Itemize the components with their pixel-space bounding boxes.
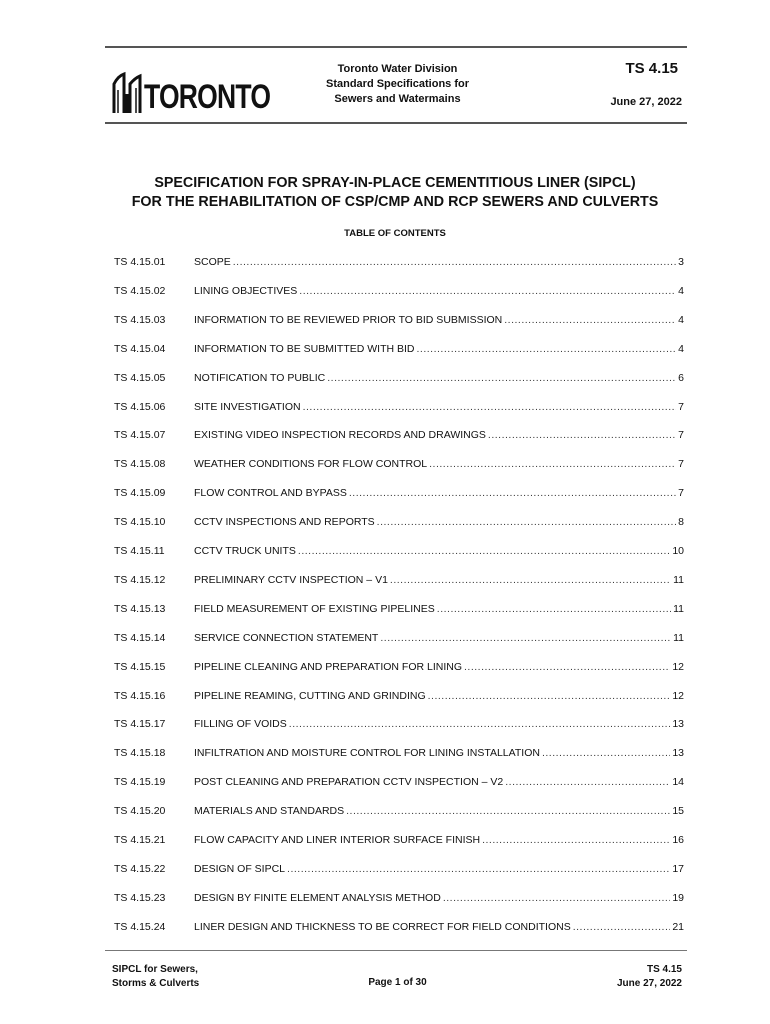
toc-section-number: TS 4.15.09 xyxy=(114,487,166,500)
toc-page-number: 11 xyxy=(673,573,684,586)
toc-section-title: POST CLEANING AND PREPARATION CCTV INSPECTION – V2 xyxy=(194,776,504,789)
toc-section-number: TS 4.15.01 xyxy=(114,256,166,268)
division-line: Sewers and Watermains xyxy=(334,93,461,105)
toc-entry[interactable] xyxy=(114,256,684,272)
toc-section-title: SERVICE CONNECTION STATEMENT xyxy=(194,631,379,644)
toc-leader-dots xyxy=(299,285,676,297)
toc-section-number: TS 4.15.05 xyxy=(114,371,166,384)
toc-page-number: 11 xyxy=(673,602,684,615)
toc-leader-dots xyxy=(390,574,671,586)
toc-section-title: LINER DESIGN AND THICKNESS TO BE CORRECT FOR FIELD CONDITIONS xyxy=(194,920,571,933)
toc-section-number: TS 4.15.11 xyxy=(114,545,165,557)
toc-section-title: FIELD MEASUREMENT OF EXISTING PIPELINES xyxy=(194,602,435,615)
toc-leader-dots xyxy=(377,516,676,528)
toc-section-title: SITE INVESTIGATION xyxy=(194,400,301,413)
toc-page-number: 7 xyxy=(678,458,684,471)
toc-entry[interactable] xyxy=(114,892,684,908)
toc-section-title: PIPELINE REAMING, CUTTING AND GRINDING xyxy=(194,689,426,702)
toc-section-title: INFORMATION TO BE SUBMITTED WITH BID xyxy=(194,342,415,355)
toc-section-title: DESIGN BY FINITE ELEMENT ANALYSIS METHOD xyxy=(194,891,441,904)
toc-entry[interactable] xyxy=(114,921,684,937)
footer-line: Storms & Culverts xyxy=(112,978,200,989)
footer-document-name xyxy=(112,963,199,991)
footer-line: June 27, 2022 xyxy=(616,978,682,989)
toc-leader-dots xyxy=(289,718,671,730)
toc-section-number: TS 4.15.22 xyxy=(114,862,166,875)
toc-leader-dots xyxy=(380,632,671,644)
toronto-logo xyxy=(112,70,306,114)
toc-section-number: TS 4.15.10 xyxy=(114,516,166,529)
toc-entry[interactable] xyxy=(114,747,684,763)
toc-section-title: INFORMATION TO BE REVIEWED PRIOR TO BID SUBMISSION xyxy=(194,313,503,326)
toc-section-number: TS 4.15.24 xyxy=(114,920,166,933)
toc-section-title: MATERIALS AND STANDARDS xyxy=(194,805,345,818)
title-line: FOR THE REHABILITATION OF CSP/CMP AND RCP SEWERS AND CULVERTS xyxy=(131,194,659,210)
logo-wordmark: TORONTO xyxy=(144,78,271,116)
toc-entry[interactable] xyxy=(114,776,684,792)
toc-entry[interactable] xyxy=(114,661,684,677)
toc-entry[interactable] xyxy=(114,690,684,706)
toc-page-number: 17 xyxy=(672,862,684,875)
toc-page-number: 11 xyxy=(673,631,684,644)
footer-rule xyxy=(105,950,687,951)
division-heading xyxy=(300,62,495,107)
toc-section-number: TS 4.15.04 xyxy=(114,342,166,355)
toc-leader-dots xyxy=(504,314,676,326)
toc-page-number: 10 xyxy=(672,545,684,557)
toc-page-number: 13 xyxy=(672,718,684,731)
header-bottom-rule xyxy=(105,122,687,124)
toc-entry[interactable] xyxy=(114,545,684,561)
city-hall-logo-icon xyxy=(112,70,142,114)
toc-page-number: 13 xyxy=(672,747,684,760)
toc-section-number: TS 4.15.20 xyxy=(114,805,166,818)
toc-leader-dots xyxy=(428,690,671,702)
toc-page-number: 3 xyxy=(678,256,684,268)
document-title xyxy=(95,174,695,212)
footer-line: SIPCL for Sewers, xyxy=(112,964,198,975)
toc-leader-dots xyxy=(542,747,670,759)
title-line: SPECIFICATION FOR SPRAY-IN-PLACE CEMENTITIOUS LINER (SIPCL) xyxy=(154,175,636,191)
toc-entry[interactable] xyxy=(114,603,684,619)
toc-section-number: TS 4.15.06 xyxy=(114,400,166,413)
toc-leader-dots xyxy=(233,256,676,268)
toc-entry[interactable] xyxy=(114,805,684,821)
toc-entry[interactable] xyxy=(114,574,684,590)
toc-page-number: 21 xyxy=(672,920,684,933)
toc-entry[interactable] xyxy=(114,718,684,734)
toc-section-number: TS 4.15.02 xyxy=(114,284,166,297)
toc-page-number: 19 xyxy=(672,891,684,904)
toc-section-title: PRELIMINARY CCTV INSPECTION – V1 xyxy=(194,573,388,586)
toc-entry[interactable] xyxy=(114,343,684,359)
toc-section-number: TS 4.15.08 xyxy=(114,458,166,471)
toc-section-title: NOTIFICATION TO PUBLIC xyxy=(194,371,326,384)
toc-leader-dots xyxy=(349,487,676,499)
toc-leader-dots xyxy=(327,372,676,384)
toc-entry[interactable] xyxy=(114,516,684,532)
toc-leader-dots xyxy=(505,776,670,788)
toc-leader-dots xyxy=(298,545,670,557)
toc-page-number: 4 xyxy=(678,342,684,355)
toc-entry[interactable] xyxy=(114,429,684,445)
header-top-rule xyxy=(105,46,687,48)
toc-page-number: 4 xyxy=(678,313,684,326)
toc-section-number: TS 4.15.07 xyxy=(114,429,166,442)
toc-section-number: TS 4.15.16 xyxy=(114,689,166,702)
toc-page-number: 8 xyxy=(678,516,684,529)
toc-page-number: 14 xyxy=(672,776,684,789)
toc-page-number: 4 xyxy=(678,284,684,297)
toc-section-title: SCOPE xyxy=(194,256,231,268)
toc-section-title: FLOW CONTROL AND BYPASS xyxy=(194,487,347,500)
document-number: TS 4.15 xyxy=(625,60,678,77)
toc-page-number: 7 xyxy=(678,429,684,442)
division-line: Standard Specifications for xyxy=(325,78,470,90)
toc-entry[interactable] xyxy=(114,401,684,417)
toc-leader-dots xyxy=(429,458,676,470)
toc-section-number: TS 4.15.14 xyxy=(114,631,166,644)
toc-section-number: TS 4.15.12 xyxy=(114,573,166,586)
toc-section-number: TS 4.15.23 xyxy=(114,891,166,904)
division-line: Toronto Water Division xyxy=(337,63,458,75)
toc-entry[interactable] xyxy=(114,285,684,301)
toc-heading: TABLE OF CONTENTS xyxy=(344,228,446,239)
toc-section-title: LINING OBJECTIVES xyxy=(194,284,298,297)
toc-section-title: PIPELINE CLEANING AND PREPARATION FOR LINING xyxy=(194,660,463,673)
toc-leader-dots xyxy=(417,343,677,355)
toc-page-number: 12 xyxy=(672,689,684,702)
toc-page-number: 16 xyxy=(672,834,684,846)
footer-line: TS 4.15 xyxy=(646,964,682,975)
toc-leader-dots xyxy=(482,834,670,846)
toc-leader-dots xyxy=(287,863,670,875)
toc-section-title: INFILTRATION AND MOISTURE CONTROL FOR LINING INSTALLATION xyxy=(194,747,540,760)
toc-page-number: 12 xyxy=(672,660,684,673)
toc-section-title: FILLING OF VOIDS xyxy=(194,718,287,731)
toc-leader-dots xyxy=(464,661,670,673)
toc-leader-dots xyxy=(488,429,676,441)
toc-section-title: CCTV TRUCK UNITS xyxy=(194,545,296,557)
toc-page-number: 15 xyxy=(672,805,684,818)
page-number: Page 1 of 30 xyxy=(368,977,427,988)
toc-leader-dots xyxy=(573,921,671,933)
toc-section-number: TS 4.15.13 xyxy=(114,602,166,615)
toc-leader-dots xyxy=(443,892,671,904)
toc-section-number: TS 4.15.17 xyxy=(114,718,166,731)
toc-section-number: TS 4.15.15 xyxy=(114,660,166,673)
toc-section-title: DESIGN OF SIPCL xyxy=(194,862,286,875)
toc-section-title: WEATHER CONDITIONS FOR FLOW CONTROL xyxy=(194,458,428,471)
toc-section-number: TS 4.15.19 xyxy=(114,776,166,789)
toc-section-number: TS 4.15.03 xyxy=(114,313,166,326)
footer-document-ref xyxy=(617,963,682,991)
toc-entry[interactable] xyxy=(114,632,684,648)
document-date: June 27, 2022 xyxy=(610,96,682,108)
toc-entry[interactable] xyxy=(114,314,684,330)
toc-section-number: TS 4.15.21 xyxy=(114,834,166,846)
toc-section-title: EXISTING VIDEO INSPECTION RECORDS AND DRAWINGS xyxy=(194,429,486,442)
toc-leader-dots xyxy=(346,805,670,817)
toc-page-number: 6 xyxy=(678,371,684,384)
toc-section-number: TS 4.15.18 xyxy=(114,747,166,760)
toc-leader-dots xyxy=(303,401,677,413)
toc-section-title: FLOW CAPACITY AND LINER INTERIOR SURFACE FINISH xyxy=(194,834,481,846)
toc-entry[interactable] xyxy=(114,834,684,850)
toc-page-number: 7 xyxy=(678,400,684,413)
toc-page-number: 7 xyxy=(678,487,684,500)
toc-entry[interactable] xyxy=(114,458,684,474)
toc-section-title: CCTV INSPECTIONS AND REPORTS xyxy=(194,516,375,529)
toc-entry[interactable] xyxy=(114,487,684,503)
toc-entry[interactable] xyxy=(114,372,684,388)
toc-entry[interactable] xyxy=(114,863,684,879)
toc-leader-dots xyxy=(437,603,671,615)
